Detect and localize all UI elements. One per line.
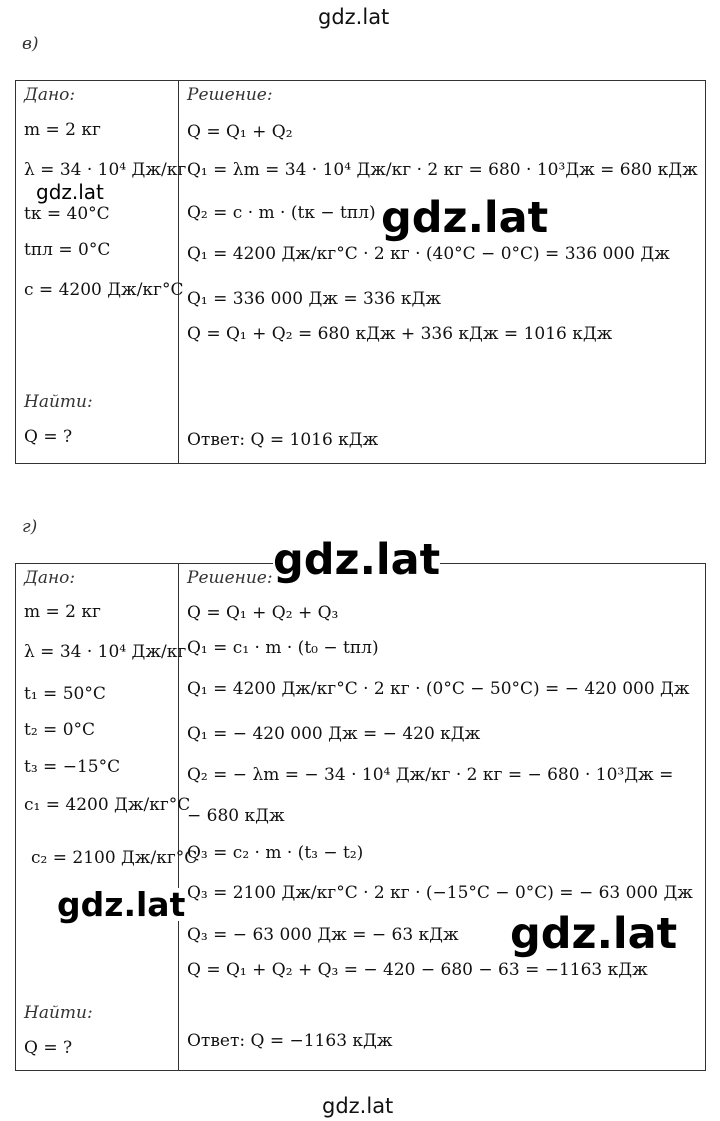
section-g-divider <box>178 564 179 1070</box>
answer-line: Ответ: Q = 1016 кДж <box>187 430 379 450</box>
watermark: gdz.lat <box>57 885 186 924</box>
given-line: tпл = 0°С <box>24 240 111 260</box>
watermark: gdz.lat <box>510 909 678 959</box>
solution-line: Q₃ = − 63 000 Дж = − 63 кДж <box>187 925 459 945</box>
site-label-bottom: gdz.lat <box>322 1094 394 1118</box>
solution-line: Q = Q₁ + Q₂ + Q₃ <box>187 603 339 623</box>
solution-line: Q₂ = c · m · (tк − tпл) <box>187 203 376 223</box>
find-line: Q = ? <box>24 427 73 447</box>
given-line: t₂ = 0°С <box>24 720 96 740</box>
solution-line: Q₁ = − 420 000 Дж = − 420 кДж <box>187 724 481 744</box>
section-g-solution-header: Решение: <box>187 568 273 588</box>
solution-line: Q₁ = 4200 Дж/кг°С · 2 кг · (0°С − 50°С) = − 420 000 Дж <box>187 679 690 699</box>
given-line: c₂ = 2100 Дж/кг°С <box>31 848 198 868</box>
solution-line: Q₁ = λm = 34 · 10⁴ Дж/кг · 2 кг = 680 · 10³Дж = 680 кДж <box>187 160 698 180</box>
site-label-top: gdz.lat <box>318 5 390 29</box>
given-line: λ = 34 · 10⁴ Дж/кг <box>24 642 187 662</box>
given-line: c₁ = 4200 Дж/кг°С <box>24 795 191 815</box>
solution-line: Q₁ = 336 000 Дж = 336 кДж <box>187 289 441 309</box>
section-b-find-header: Найти: <box>24 392 93 412</box>
section-b-marker: в) <box>22 34 39 54</box>
solution-line: − 680 кДж <box>187 806 285 826</box>
solution-line: Q₃ = 2100 Дж/кг°С · 2 кг · (−15°С − 0°С) = − 63 000 Дж <box>187 883 693 903</box>
solution-line: Q = Q₁ + Q₂ + Q₃ = − 420 − 680 − 63 = −1163 кДж <box>187 960 648 980</box>
solution-line: Q₂ = − λm = − 34 · 10⁴ Дж/кг · 2 кг = − 680 · 10³Дж = <box>187 765 674 785</box>
section-b-given-header: Дано: <box>24 85 76 105</box>
solution-line: Q₃ = c₂ · m · (t₃ − t₂) <box>187 843 364 863</box>
watermark: gdz.lat <box>381 193 549 243</box>
section-g-marker: г) <box>22 517 38 537</box>
given-line: c = 4200 Дж/кг°С <box>24 280 184 300</box>
watermark: gdz.lat <box>273 535 441 585</box>
section-g-find-header: Найти: <box>24 1003 93 1023</box>
given-line: tк = 40°С <box>24 204 110 224</box>
solution-line: Q = Q₁ + Q₂ = 680 кДж + 336 кДж = 1016 кДж <box>187 324 613 344</box>
given-line: t₁ = 50°С <box>24 684 106 704</box>
watermark: gdz.lat <box>36 180 104 204</box>
given-line: λ = 34 · 10⁴ Дж/кг <box>24 160 187 180</box>
section-b-solution-header: Решение: <box>187 85 273 105</box>
section-b-table <box>15 80 706 464</box>
given-line: t₃ = −15°С <box>24 757 121 777</box>
given-line: m = 2 кг <box>24 602 101 622</box>
answer-line: Ответ: Q = −1163 кДж <box>187 1031 393 1051</box>
solution-line: Q₁ = 4200 Дж/кг°С · 2 кг · (40°С − 0°С) = 336 000 Дж <box>187 244 670 264</box>
find-line: Q = ? <box>24 1038 73 1058</box>
given-line: m = 2 кг <box>24 120 101 140</box>
solution-line: Q₁ = c₁ · m · (t₀ − tпл) <box>187 638 379 658</box>
section-g-given-header: Дано: <box>24 568 76 588</box>
section-b-divider <box>178 81 179 463</box>
solution-line: Q = Q₁ + Q₂ <box>187 122 293 142</box>
